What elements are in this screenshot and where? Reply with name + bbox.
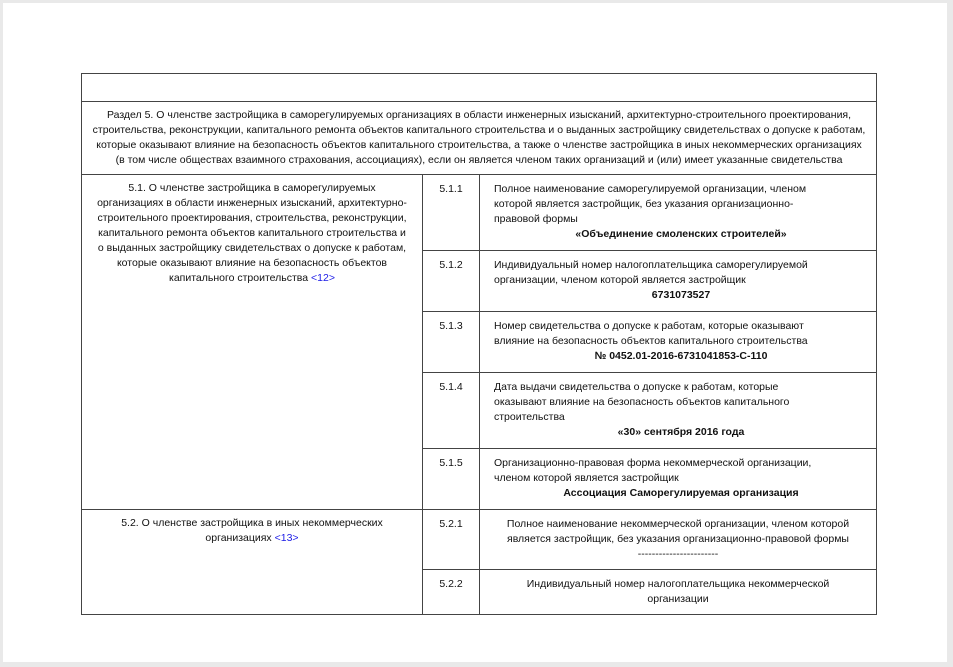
row-number: 5.2.1	[423, 510, 480, 570]
row-number: 5.1.5	[423, 449, 480, 510]
row-value: Ассоциация Саморегулируемая организация	[563, 487, 799, 499]
row-value: 6731073527	[651, 289, 711, 301]
section-title: Раздел 5. О членстве застройщика в саморегулируемых организациях в области инженерных изысканий, архитектурно-строительного проектирования, строительства, реконструкции, капитального ремонта объектов капитального строительства и о выданных застройщику свидетельствах о допуске к работам, которые оказывают влияние на безопасность объектов капитального строительства, а также о членстве застройщика в иных некоммерческих организациях (в том числе обществах взаимного страхования, ассоциациях), если он является членом таких организаций и (или) имеет указанные свидетельства	[82, 102, 877, 175]
row-description	[480, 175, 877, 251]
row-number: 5.2.2	[423, 570, 480, 615]
row-number: 5.1.2	[423, 251, 480, 312]
group-heading-5-2	[82, 510, 423, 615]
group-heading-text: 5.1. О членстве застройщика в саморегулируемых организациях в области инженерных изысканий, архитектурно-строительного проектирования, строительства, реконструкции, капитального ремонта объектов капитального строительства и о выданных застройщику свидетельствах о допуске к работам, которые оказывают влияние на безопасность объектов капитального строительства	[97, 182, 407, 284]
row-label: Дата выдачи свидетельства о допуске к работам, которые оказывают влияние на безопасность объектов капитального строительства	[494, 381, 790, 423]
row-label: Полное наименование саморегулируемой организации, членом которой является застройщик, без указания организационно-правовой формы	[494, 183, 807, 225]
row-description	[480, 510, 877, 570]
row-number: 5.1.3	[423, 312, 480, 373]
row-label: Индивидуальный номер налогоплательщика некоммерческой организации	[526, 578, 830, 605]
row-label: Организационно-правовая форма некоммерческой организации, членом которой является застройщик	[494, 457, 812, 484]
table-top-row	[82, 74, 877, 102]
row-description	[480, 251, 877, 312]
row-label: Индивидуальный номер налогоплательщика саморегулируемой организации, членом которой является застройщик	[494, 259, 808, 286]
row-label: Полное наименование некоммерческой организации, членом которой является застройщик, без указания организационно-правовой формы	[506, 518, 850, 545]
row-number: 5.1.4	[423, 373, 480, 449]
document-page	[3, 3, 947, 662]
footnote-link-12[interactable]: <12>	[311, 272, 335, 284]
section-heading-row	[82, 102, 877, 175]
row-description	[480, 570, 877, 615]
row-description	[480, 373, 877, 449]
disclosure-table	[81, 73, 877, 615]
table-row	[82, 175, 877, 251]
row-value: -----------------------	[637, 548, 719, 560]
row-description	[480, 312, 877, 373]
footnote-link-13[interactable]: <13>	[274, 532, 299, 544]
row-value: № 0452.01-2016-6731041853-С-110	[594, 350, 768, 362]
row-number: 5.1.1	[423, 175, 480, 251]
group-heading-5-1	[82, 175, 423, 510]
row-value: «Объединение смоленских строителей»	[575, 228, 787, 240]
row-label: Номер свидетельства о допуске к работам, которые оказывают влияние на безопасность объектов капитального строительства	[494, 320, 808, 347]
table-row	[82, 510, 877, 570]
row-description	[480, 449, 877, 510]
row-value: «30» сентября 2016 года	[617, 426, 745, 438]
group-heading-text: 5.2. О членстве застройщика в иных некоммерческих организациях	[121, 517, 383, 544]
empty-cell	[82, 74, 877, 102]
